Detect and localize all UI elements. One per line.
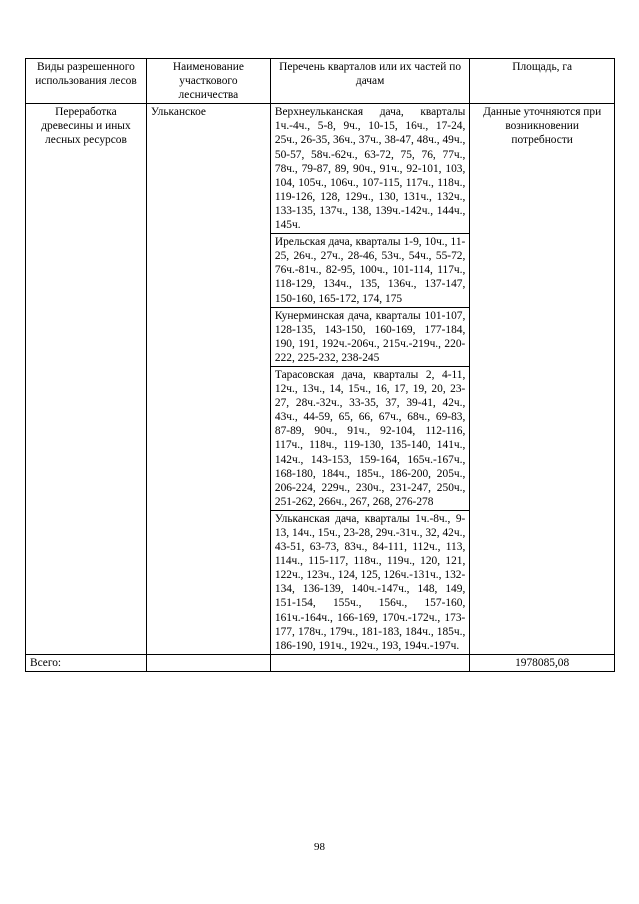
- area-note-cell: Данные уточняются при возникновении потребности: [470, 104, 615, 655]
- usage-type-cell: Переработка древесины и иных лесных ресурсов: [26, 104, 147, 655]
- page-number: 98: [314, 841, 325, 853]
- header-forestry-name: Наименование участкового лесничества: [146, 59, 270, 104]
- dacha-cell-kunerminskaya: Кунерминская дача, кварталы 101-107, 128-135, 143-150, 160-169, 177-184, 190, 191, 192ч.-206ч., 215ч.-219ч., 220-222, 225-232, 238-245: [270, 307, 469, 366]
- total-empty-cell: [270, 654, 469, 671]
- table-row: [26, 104, 615, 234]
- total-label-cell: Всего:: [26, 654, 147, 671]
- header-usage-type: Виды разрешенного использования лесов: [26, 59, 147, 104]
- header-quarters-list: Перечень кварталов или их частей по дачам: [270, 59, 469, 104]
- dacha-cell-verkhneulkanskaya: Верхнеульканская дача, кварталы 1ч.-4ч., 5-8, 9ч., 10-15, 16ч., 17-24, 25ч., 26-35, 36ч., 37ч., 38-47, 48ч., 49ч., 50-57, 58ч.-62ч., 63-72, 75, 76, 77ч., 78ч., 79-87, 89, 90ч., 91ч., 92-101, 103, 104, 105ч., 106ч., 107-115, 117ч., 118ч., 119-126, 128, 129ч., 130, 131ч., 132ч., 133-135, 137ч., 138, 139ч.-142ч., 144ч., 145ч.: [270, 104, 469, 234]
- dacha-cell-irelskaya: Ирельская дача, кварталы 1-9, 10ч., 11-25, 26ч., 27ч., 28-46, 53ч., 54ч., 55-72, 76ч.-81ч., 82-95, 100ч., 101-114, 117ч., 118-129, 134ч., 135, 136ч., 137-147, 150-160, 165-172, 174, 175: [270, 234, 469, 307]
- total-area-cell: 1978085,08: [470, 654, 615, 671]
- dacha-cell-ulkanskaya: Ульканская дача, кварталы 1ч.-8ч., 9-13, 14ч., 15ч., 23-28, 29ч.-31ч., 32, 42ч., 43-51, 63-73, 83ч., 84-111, 112ч., 113, 114ч., 115-117, 118ч., 119ч., 120, 121, 122ч., 123ч., 124, 125, 126ч.-131ч., 132-134, 136-139, 140ч.-147ч., 148, 149, 151-154, 155ч., 156ч., 157-160, 161ч.-164ч., 166-169, 170ч.-172ч., 173-177, 178ч., 179ч., 181-183, 184ч., 185ч., 186-190, 191ч., 192ч., 193, 194ч.-197ч.: [270, 510, 469, 654]
- table-header-row: [26, 59, 615, 104]
- header-area: Площадь, га: [470, 59, 615, 104]
- forestry-name-cell: Ульканское: [146, 104, 270, 655]
- total-row: [26, 654, 615, 671]
- dacha-cell-tarasovskaya: Тарасовская дача, кварталы 2, 4-11, 12ч., 13ч., 14, 15ч., 16, 17, 19, 20, 23-27, 28ч.-32ч., 33-35, 37, 39-41, 42ч., 43ч., 44-59, 65, 66, 67ч., 68ч., 69-83, 87-89, 90ч., 91ч., 92-104, 112-116, 117ч., 118ч., 119-130, 135-140, 141ч., 142ч., 143-153, 159-164, 165ч.-167ч., 168-180, 184ч., 185ч., 186-200, 205ч., 206-224, 229ч., 230ч., 231-247, 250ч., 251-262, 266ч., 267, 268, 276-278: [270, 366, 469, 510]
- forest-usage-table: [25, 58, 615, 672]
- total-empty-cell: [146, 654, 270, 671]
